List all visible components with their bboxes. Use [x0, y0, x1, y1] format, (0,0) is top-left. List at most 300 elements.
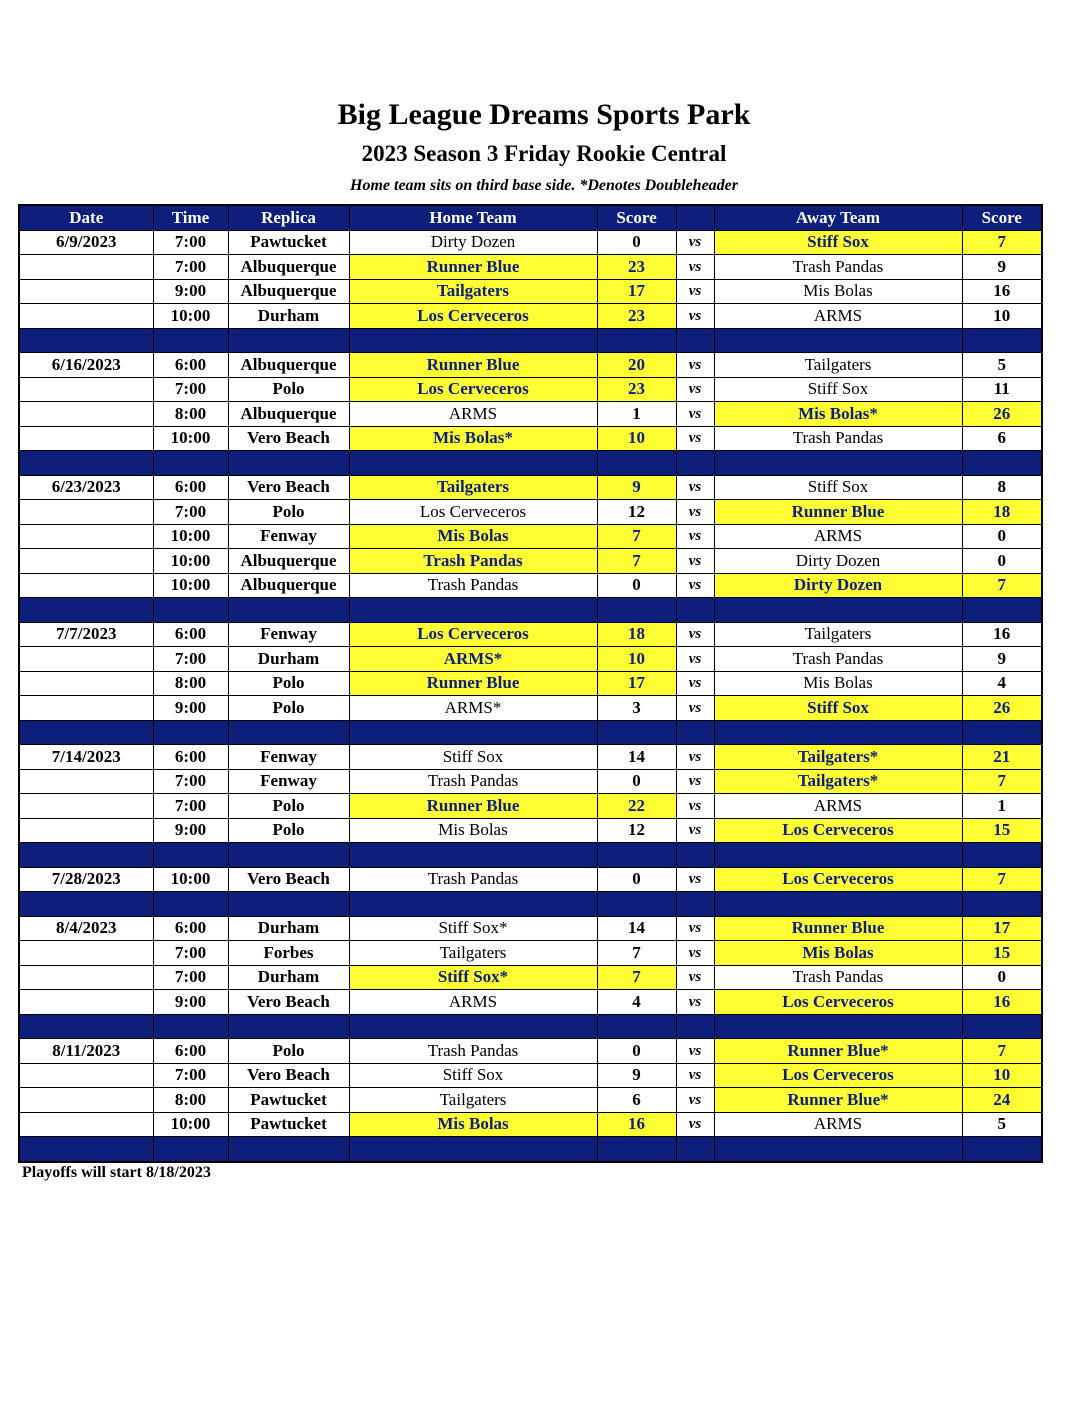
time-cell: 10:00 — [153, 867, 228, 892]
replica-cell: Fenway — [228, 524, 349, 549]
home-score-cell: 6 — [597, 1088, 676, 1113]
home-team-cell: Runner Blue — [349, 255, 597, 280]
home-team-cell: Tailgaters — [349, 279, 597, 304]
away-team-cell: ARMS — [714, 1112, 962, 1137]
table-row — [19, 990, 1042, 1015]
home-team-cell: Los Cerveceros — [349, 377, 597, 402]
separator-row — [19, 892, 1042, 917]
table-row — [19, 426, 1042, 451]
separator-cell — [19, 720, 153, 745]
vs-cell: vs — [676, 671, 714, 696]
away-team-cell: Trash Pandas — [714, 965, 962, 990]
away-team-cell: Los Cerveceros — [714, 818, 962, 843]
time-cell: 7:00 — [153, 230, 228, 255]
time-cell: 7:00 — [153, 647, 228, 672]
replica-cell: Durham — [228, 965, 349, 990]
separator-cell — [349, 451, 597, 476]
home-score-cell: 1 — [597, 402, 676, 427]
replica-cell: Polo — [228, 377, 349, 402]
replica-cell: Pawtucket — [228, 230, 349, 255]
separator-cell — [597, 451, 676, 476]
time-cell: 10:00 — [153, 426, 228, 451]
time-cell: 7:00 — [153, 255, 228, 280]
separator-row — [19, 720, 1042, 745]
vs-cell: vs — [676, 1112, 714, 1137]
replica-cell: Polo — [228, 500, 349, 525]
separator-cell — [228, 843, 349, 868]
header-home-team: Home Team — [349, 205, 597, 230]
home-score-cell: 20 — [597, 353, 676, 378]
table-row — [19, 696, 1042, 721]
away-score-cell: 6 — [962, 426, 1042, 451]
vs-cell: vs — [676, 990, 714, 1015]
date-cell — [19, 696, 153, 721]
home-team-cell: ARMS — [349, 402, 597, 427]
date-cell — [19, 1112, 153, 1137]
date-cell — [19, 500, 153, 525]
time-cell: 8:00 — [153, 402, 228, 427]
away-score-cell: 7 — [962, 769, 1042, 794]
away-team-cell: Trash Pandas — [714, 426, 962, 451]
date-cell — [19, 255, 153, 280]
separator-cell — [19, 598, 153, 623]
replica-cell: Durham — [228, 647, 349, 672]
home-team-cell: Trash Pandas — [349, 1039, 597, 1064]
vs-cell: vs — [676, 524, 714, 549]
time-cell: 10:00 — [153, 304, 228, 329]
separator-cell — [19, 451, 153, 476]
date-cell: 7/14/2023 — [19, 745, 153, 770]
away-team-cell: Tailgaters* — [714, 769, 962, 794]
date-cell — [19, 990, 153, 1015]
vs-cell: vs — [676, 573, 714, 598]
table-row — [19, 549, 1042, 574]
separator-cell — [228, 720, 349, 745]
table-row — [19, 965, 1042, 990]
separator-row — [19, 451, 1042, 476]
separator-cell — [714, 892, 962, 917]
separator-cell — [962, 328, 1042, 353]
date-cell: 6/23/2023 — [19, 475, 153, 500]
home-team-cell: ARMS* — [349, 696, 597, 721]
away-team-cell: Los Cerveceros — [714, 990, 962, 1015]
separator-row — [19, 843, 1042, 868]
separator-cell — [676, 892, 714, 917]
header-away-score: Score — [962, 205, 1042, 230]
replica-cell: Albuquerque — [228, 573, 349, 598]
date-cell — [19, 279, 153, 304]
away-team-cell: Tailgaters — [714, 622, 962, 647]
vs-cell: vs — [676, 230, 714, 255]
separator-cell — [349, 598, 597, 623]
vs-cell: vs — [676, 696, 714, 721]
separator-cell — [714, 1137, 962, 1162]
separator-cell — [962, 892, 1042, 917]
separator-cell — [597, 843, 676, 868]
table-row — [19, 255, 1042, 280]
table-row — [19, 1063, 1042, 1088]
table-row — [19, 500, 1042, 525]
separator-cell — [19, 892, 153, 917]
table-row — [19, 1039, 1042, 1064]
header-replica: Replica — [228, 205, 349, 230]
time-cell: 7:00 — [153, 377, 228, 402]
home-score-cell: 23 — [597, 255, 676, 280]
separator-cell — [714, 1014, 962, 1039]
separator-cell — [962, 843, 1042, 868]
replica-cell: Vero Beach — [228, 426, 349, 451]
separator-cell — [349, 720, 597, 745]
table-row — [19, 402, 1042, 427]
time-cell: 9:00 — [153, 818, 228, 843]
vs-cell: vs — [676, 1039, 714, 1064]
away-score-cell: 0 — [962, 965, 1042, 990]
away-score-cell: 16 — [962, 622, 1042, 647]
date-cell — [19, 671, 153, 696]
time-cell: 10:00 — [153, 573, 228, 598]
separator-cell — [597, 328, 676, 353]
replica-cell: Forbes — [228, 941, 349, 966]
separator-row — [19, 328, 1042, 353]
away-team-cell: Runner Blue* — [714, 1088, 962, 1113]
away-score-cell: 15 — [962, 818, 1042, 843]
header-away-team: Away Team — [714, 205, 962, 230]
home-score-cell: 18 — [597, 622, 676, 647]
away-score-cell: 11 — [962, 377, 1042, 402]
separator-cell — [153, 843, 228, 868]
separator-cell — [349, 1137, 597, 1162]
replica-cell: Albuquerque — [228, 402, 349, 427]
home-team-cell: Trash Pandas — [349, 573, 597, 598]
vs-cell: vs — [676, 1063, 714, 1088]
away-team-cell: Los Cerveceros — [714, 1063, 962, 1088]
away-score-cell: 8 — [962, 475, 1042, 500]
home-score-cell: 7 — [597, 941, 676, 966]
away-score-cell: 24 — [962, 1088, 1042, 1113]
separator-cell — [153, 328, 228, 353]
home-team-cell: Los Cerveceros — [349, 622, 597, 647]
away-score-cell: 21 — [962, 745, 1042, 770]
away-score-cell: 9 — [962, 647, 1042, 672]
table-row — [19, 647, 1042, 672]
footer-note: Playoffs will start 8/18/2023 — [22, 1164, 211, 1181]
date-cell — [19, 1088, 153, 1113]
table-row — [19, 769, 1042, 794]
separator-cell — [676, 451, 714, 476]
replica-cell: Pawtucket — [228, 1088, 349, 1113]
time-cell: 7:00 — [153, 1063, 228, 1088]
date-cell — [19, 549, 153, 574]
home-score-cell: 3 — [597, 696, 676, 721]
replica-cell: Fenway — [228, 622, 349, 647]
away-team-cell: Dirty Dozen — [714, 573, 962, 598]
separator-cell — [676, 1137, 714, 1162]
away-team-cell: Trash Pandas — [714, 255, 962, 280]
time-cell: 6:00 — [153, 1039, 228, 1064]
time-cell: 7:00 — [153, 965, 228, 990]
home-score-cell: 4 — [597, 990, 676, 1015]
date-cell — [19, 573, 153, 598]
vs-cell: vs — [676, 304, 714, 329]
separator-cell — [962, 598, 1042, 623]
date-cell — [19, 402, 153, 427]
separator-cell — [349, 843, 597, 868]
separator-row — [19, 598, 1042, 623]
replica-cell: Polo — [228, 1039, 349, 1064]
page-subtitle: 2023 Season 3 Friday Rookie Central — [361, 141, 727, 166]
away-team-cell: ARMS — [714, 524, 962, 549]
home-score-cell: 10 — [597, 426, 676, 451]
replica-cell: Fenway — [228, 769, 349, 794]
away-team-cell: Mis Bolas* — [714, 402, 962, 427]
vs-cell: vs — [676, 647, 714, 672]
home-team-cell: Dirty Dozen — [349, 230, 597, 255]
time-cell: 8:00 — [153, 1088, 228, 1113]
vs-cell: vs — [676, 279, 714, 304]
home-team-cell: Los Cerveceros — [349, 304, 597, 329]
separator-cell — [962, 451, 1042, 476]
away-team-cell: Mis Bolas — [714, 671, 962, 696]
vs-cell: vs — [676, 769, 714, 794]
away-team-cell: Stiff Sox — [714, 475, 962, 500]
replica-cell: Polo — [228, 696, 349, 721]
home-team-cell: Trash Pandas — [349, 769, 597, 794]
separator-cell — [676, 720, 714, 745]
separator-cell — [597, 598, 676, 623]
date-cell: 7/7/2023 — [19, 622, 153, 647]
home-team-cell: Runner Blue — [349, 671, 597, 696]
header-date: Date — [19, 205, 153, 230]
date-cell — [19, 647, 153, 672]
home-team-cell: Trash Pandas — [349, 867, 597, 892]
vs-cell: vs — [676, 745, 714, 770]
home-score-cell: 16 — [597, 1112, 676, 1137]
schedule-body — [19, 230, 1042, 1162]
home-score-cell: 10 — [597, 647, 676, 672]
away-team-cell: Dirty Dozen — [714, 549, 962, 574]
time-cell: 6:00 — [153, 622, 228, 647]
separator-cell — [349, 892, 597, 917]
separator-cell — [228, 1137, 349, 1162]
vs-cell: vs — [676, 941, 714, 966]
away-team-cell: Trash Pandas — [714, 647, 962, 672]
time-cell: 9:00 — [153, 990, 228, 1015]
replica-cell: Polo — [228, 818, 349, 843]
replica-cell: Fenway — [228, 745, 349, 770]
away-team-cell: ARMS — [714, 794, 962, 819]
table-row — [19, 1088, 1042, 1113]
home-score-cell: 0 — [597, 573, 676, 598]
table-row — [19, 622, 1042, 647]
table-row — [19, 353, 1042, 378]
away-score-cell: 16 — [962, 279, 1042, 304]
away-team-cell: Mis Bolas — [714, 941, 962, 966]
separator-cell — [228, 598, 349, 623]
home-team-cell: Stiff Sox* — [349, 965, 597, 990]
home-team-cell: Mis Bolas — [349, 818, 597, 843]
home-team-cell: Stiff Sox — [349, 1063, 597, 1088]
replica-cell: Albuquerque — [228, 279, 349, 304]
replica-cell: Durham — [228, 916, 349, 941]
date-cell: 6/16/2023 — [19, 353, 153, 378]
date-cell: 8/11/2023 — [19, 1039, 153, 1064]
away-team-cell: Stiff Sox — [714, 230, 962, 255]
vs-cell: vs — [676, 353, 714, 378]
vs-cell: vs — [676, 818, 714, 843]
vs-cell: vs — [676, 965, 714, 990]
date-cell — [19, 377, 153, 402]
table-row — [19, 941, 1042, 966]
separator-cell — [228, 328, 349, 353]
replica-cell: Vero Beach — [228, 867, 349, 892]
table-header-row — [19, 205, 1042, 230]
date-cell: 6/9/2023 — [19, 230, 153, 255]
away-score-cell: 4 — [962, 671, 1042, 696]
vs-cell: vs — [676, 794, 714, 819]
time-cell: 6:00 — [153, 353, 228, 378]
home-score-cell: 17 — [597, 671, 676, 696]
replica-cell: Vero Beach — [228, 1063, 349, 1088]
away-team-cell: Los Cerveceros — [714, 867, 962, 892]
table-row — [19, 279, 1042, 304]
home-score-cell: 14 — [597, 745, 676, 770]
separator-cell — [153, 720, 228, 745]
separator-row — [19, 1137, 1042, 1162]
replica-cell: Vero Beach — [228, 475, 349, 500]
away-score-cell: 7 — [962, 1039, 1042, 1064]
date-cell — [19, 304, 153, 329]
away-score-cell: 7 — [962, 573, 1042, 598]
separator-cell — [714, 598, 962, 623]
home-team-cell: Los Cerveceros — [349, 500, 597, 525]
away-team-cell: Runner Blue — [714, 916, 962, 941]
away-score-cell: 7 — [962, 867, 1042, 892]
replica-cell: Vero Beach — [228, 990, 349, 1015]
away-score-cell: 17 — [962, 916, 1042, 941]
date-cell — [19, 1063, 153, 1088]
vs-cell: vs — [676, 377, 714, 402]
home-team-cell: Mis Bolas — [349, 524, 597, 549]
date-cell: 7/28/2023 — [19, 867, 153, 892]
vs-cell: vs — [676, 916, 714, 941]
separator-cell — [228, 892, 349, 917]
separator-cell — [597, 892, 676, 917]
separator-cell — [19, 1137, 153, 1162]
table-row — [19, 794, 1042, 819]
home-team-cell: Runner Blue — [349, 353, 597, 378]
date-cell — [19, 818, 153, 843]
time-cell: 8:00 — [153, 671, 228, 696]
home-team-cell: Runner Blue — [349, 794, 597, 819]
away-team-cell: Runner Blue — [714, 500, 962, 525]
away-team-cell: Tailgaters* — [714, 745, 962, 770]
table-row — [19, 304, 1042, 329]
separator-cell — [597, 720, 676, 745]
time-cell: 7:00 — [153, 769, 228, 794]
date-cell — [19, 941, 153, 966]
away-score-cell: 16 — [962, 990, 1042, 1015]
table-row — [19, 867, 1042, 892]
separator-cell — [228, 1014, 349, 1039]
separator-cell — [676, 598, 714, 623]
table-row — [19, 524, 1042, 549]
away-team-cell: Runner Blue* — [714, 1039, 962, 1064]
away-score-cell: 10 — [962, 1063, 1042, 1088]
home-score-cell: 12 — [597, 818, 676, 843]
date-cell — [19, 794, 153, 819]
home-score-cell: 22 — [597, 794, 676, 819]
separator-cell — [19, 328, 153, 353]
separator-cell — [153, 1014, 228, 1039]
separator-cell — [153, 892, 228, 917]
vs-cell: vs — [676, 500, 714, 525]
time-cell: 6:00 — [153, 745, 228, 770]
separator-cell — [153, 451, 228, 476]
home-score-cell: 17 — [597, 279, 676, 304]
time-cell: 6:00 — [153, 916, 228, 941]
home-score-cell: 7 — [597, 549, 676, 574]
time-cell: 7:00 — [153, 794, 228, 819]
away-score-cell: 9 — [962, 255, 1042, 280]
separator-cell — [962, 1137, 1042, 1162]
away-team-cell: Mis Bolas — [714, 279, 962, 304]
away-score-cell: 15 — [962, 941, 1042, 966]
vs-cell: vs — [676, 867, 714, 892]
table-row — [19, 573, 1042, 598]
time-cell: 9:00 — [153, 696, 228, 721]
separator-cell — [349, 1014, 597, 1039]
away-team-cell: Stiff Sox — [714, 377, 962, 402]
vs-cell: vs — [676, 426, 714, 451]
home-team-cell: Stiff Sox* — [349, 916, 597, 941]
away-score-cell: 1 — [962, 794, 1042, 819]
home-score-cell: 23 — [597, 304, 676, 329]
home-score-cell: 12 — [597, 500, 676, 525]
away-score-cell: 5 — [962, 353, 1042, 378]
away-score-cell: 7 — [962, 230, 1042, 255]
separator-cell — [153, 1137, 228, 1162]
time-cell: 7:00 — [153, 500, 228, 525]
replica-cell: Durham — [228, 304, 349, 329]
replica-cell: Albuquerque — [228, 255, 349, 280]
replica-cell: Albuquerque — [228, 353, 349, 378]
separator-cell — [153, 598, 228, 623]
time-cell: 10:00 — [153, 1112, 228, 1137]
away-score-cell: 0 — [962, 524, 1042, 549]
replica-cell: Polo — [228, 794, 349, 819]
date-cell: 8/4/2023 — [19, 916, 153, 941]
separator-cell — [349, 328, 597, 353]
separator-cell — [19, 843, 153, 868]
home-score-cell: 9 — [597, 475, 676, 500]
separator-cell — [714, 843, 962, 868]
away-score-cell: 26 — [962, 696, 1042, 721]
home-team-cell: Tailgaters — [349, 475, 597, 500]
separator-cell — [962, 1014, 1042, 1039]
separator-row — [19, 1014, 1042, 1039]
table-row — [19, 1112, 1042, 1137]
header-time: Time — [153, 205, 228, 230]
home-team-cell: Stiff Sox — [349, 745, 597, 770]
vs-cell: vs — [676, 255, 714, 280]
table-row — [19, 230, 1042, 255]
time-cell: 7:00 — [153, 941, 228, 966]
separator-cell — [597, 1137, 676, 1162]
table-row — [19, 475, 1042, 500]
home-score-cell: 14 — [597, 916, 676, 941]
table-row — [19, 916, 1042, 941]
table-row — [19, 818, 1042, 843]
